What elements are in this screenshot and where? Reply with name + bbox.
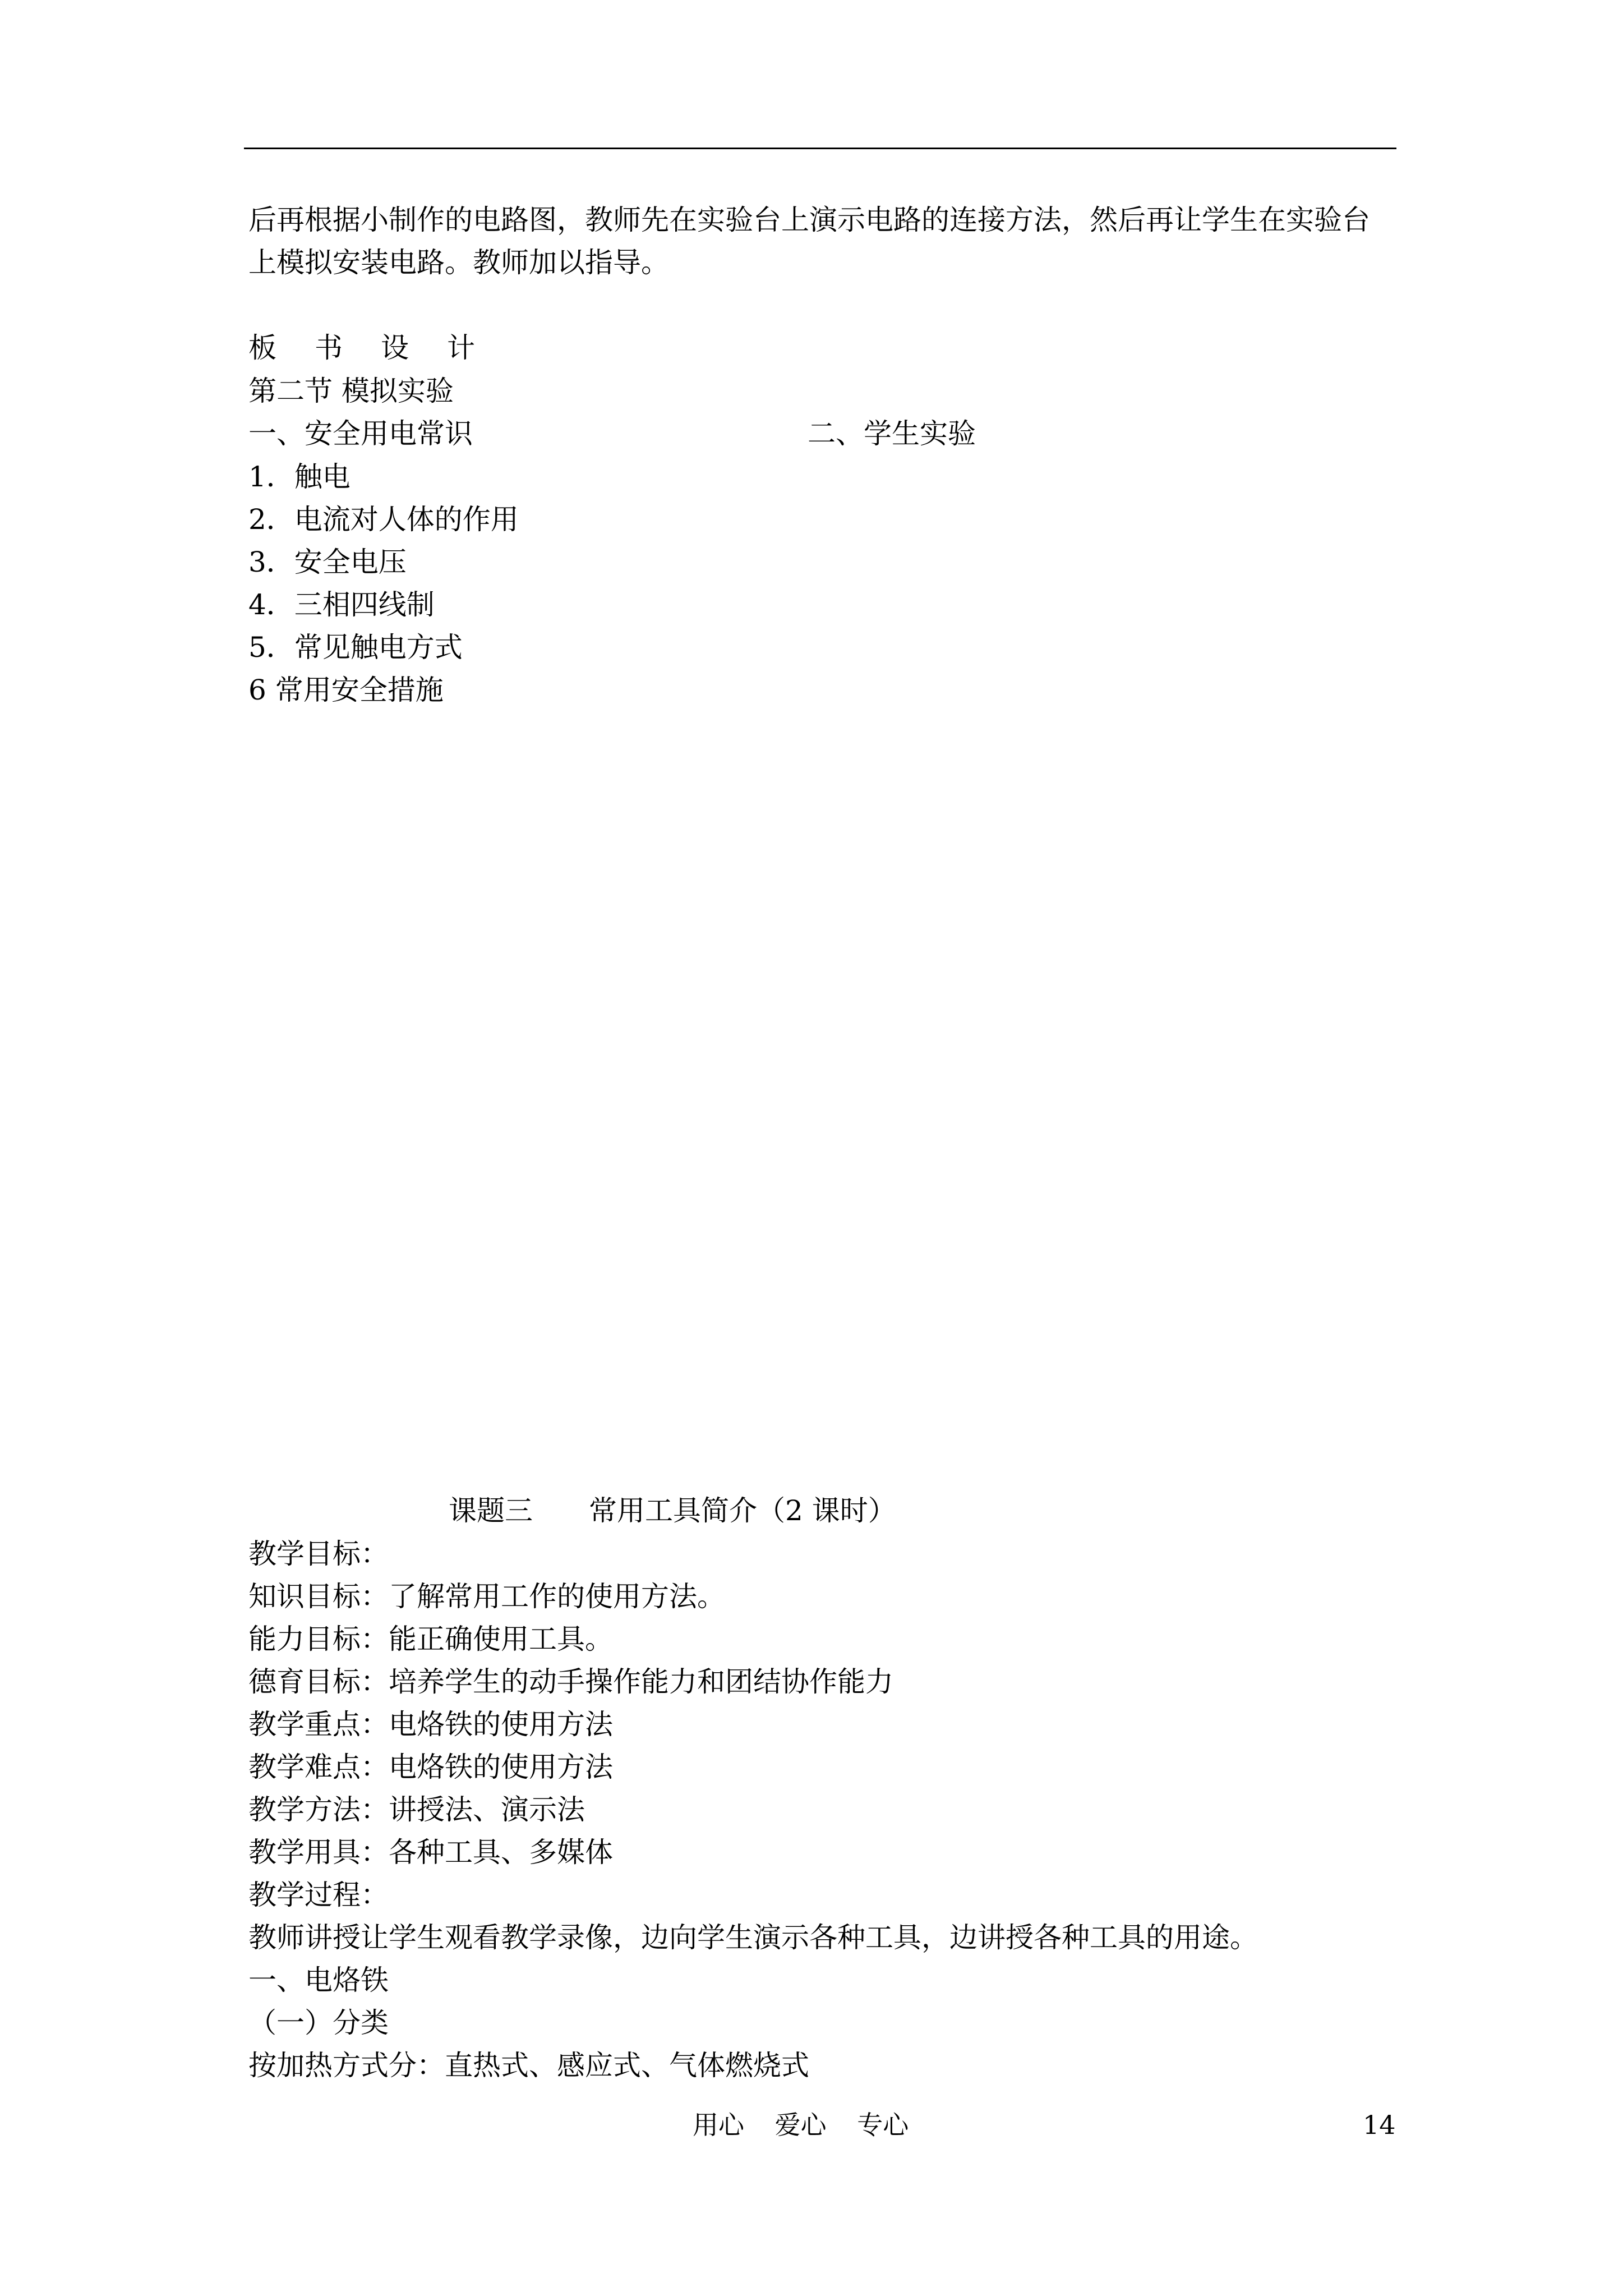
lesson-line: 教学过程： xyxy=(248,1879,389,1911)
lesson-line: 知识目标：了解常用工作的使用方法。 xyxy=(248,1580,725,1613)
board-design-heading: 板书设计 xyxy=(248,332,513,364)
lesson-title-part1: 课题三 xyxy=(449,1494,533,1527)
lesson-line: 德育目标：培养学生的动手操作能力和团结协作能力 xyxy=(248,1665,893,1698)
intro-line-2: 上模拟安装电路。教师加以指导。 xyxy=(248,246,669,279)
header-rule xyxy=(244,148,1396,149)
section-title: 第二节 模拟实验 xyxy=(248,375,454,407)
list-item: 3．安全电压 xyxy=(248,546,407,578)
list-item: 2．电流对人体的作用 xyxy=(248,503,519,536)
lesson-line: 能力目标：能正确使用工具。 xyxy=(248,1623,613,1655)
lesson-title-part2: 常用工具简介（2 课时） xyxy=(589,1494,896,1527)
intro-line-1: 后再根据小制作的电路图，教师先在实验台上演示电路的连接方法，然后再让学生在实验台 xyxy=(248,204,1370,236)
list-item: 6 常用安全措施 xyxy=(248,674,444,706)
lesson-line: 教学难点：电烙铁的使用方法 xyxy=(248,1751,613,1783)
lesson-title xyxy=(449,1494,896,1527)
lesson-line: 一、电烙铁 xyxy=(248,1964,389,1996)
col1-title: 一、安全用电常识 xyxy=(248,417,473,450)
col2-title: 二、学生实验 xyxy=(808,417,976,450)
footer-motto: 用心 爱心 专心 xyxy=(693,2110,909,2140)
lesson-line: 教学用具：各种工具、多媒体 xyxy=(248,1836,613,1869)
lesson-line: （一）分类 xyxy=(248,2007,389,2039)
list-item: 1．触电 xyxy=(248,461,351,493)
list-item: 5．常见触电方式 xyxy=(248,631,463,664)
page-number: 14 xyxy=(1363,2110,1396,2140)
list-item: 4．三相四线制 xyxy=(248,588,435,621)
lesson-line: 教学重点：电烙铁的使用方法 xyxy=(248,1708,613,1741)
lesson-line: 教学目标： xyxy=(248,1538,389,1570)
lesson-line: 教学方法：讲授法、演示法 xyxy=(248,1793,585,1826)
lesson-line: 教师讲授让学生观看教学录像，边向学生演示各种工具，边讲授各种工具的用途。 xyxy=(248,1921,1258,1954)
lesson-line: 按加热方式分：直热式、感应式、气体燃烧式 xyxy=(248,2049,809,2082)
